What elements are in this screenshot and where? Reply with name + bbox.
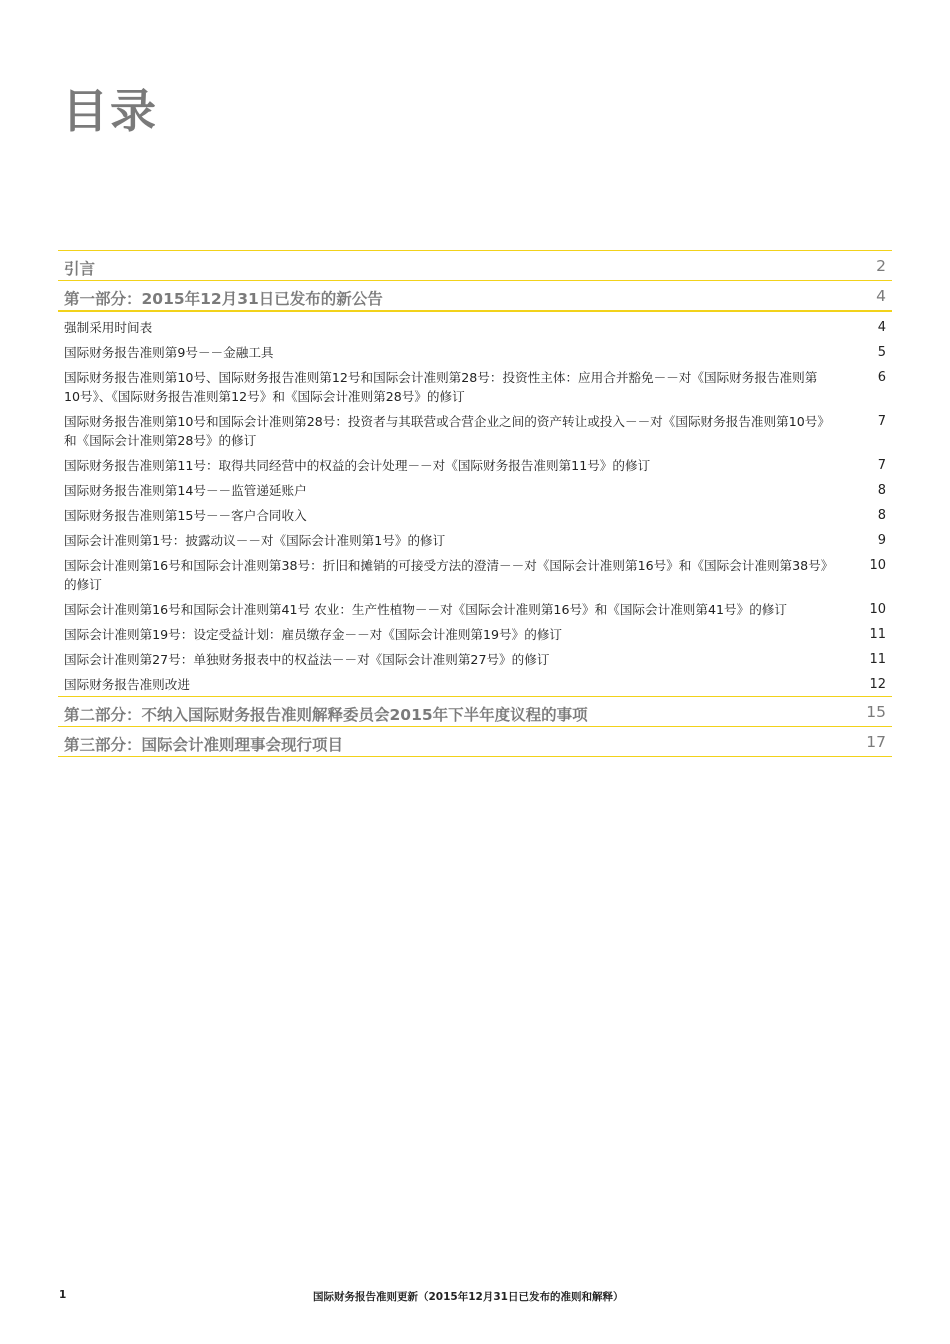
toc-page-number: 17 bbox=[866, 733, 886, 751]
toc-entry[interactable] bbox=[58, 318, 892, 337]
toc-entry-label: 国际财务报告准则第11号：取得共同经营中的权益的会计处理－－对《国际财务报告准则第11号》的修订 bbox=[64, 458, 651, 473]
toc-page-number: 4 bbox=[877, 320, 886, 335]
toc-entry-label: 强制采用时间表 bbox=[64, 320, 153, 335]
toc-section-intro[interactable] bbox=[58, 250, 892, 280]
toc-page-number: 10 bbox=[869, 558, 886, 573]
toc-page-number: 8 bbox=[877, 508, 886, 523]
toc-page-number: 11 bbox=[869, 627, 886, 642]
page-title: 目录 bbox=[62, 84, 158, 138]
toc-section-label: 第二部分：不纳入国际财务报告准则解释委员会2015年下半年度议程的事项 bbox=[64, 706, 588, 724]
toc-entry[interactable] bbox=[58, 600, 892, 619]
toc-entry-label: 国际财务报告准则第10号和国际会计准则第28号：投资者与其联营或合营企业之间的资产转让或投入－－对《国际财务报告准则第10号》和《国际会计准则第28号》的修订 bbox=[64, 414, 824, 448]
toc-page-number: 8 bbox=[877, 483, 886, 498]
toc-page-number: 9 bbox=[877, 533, 886, 548]
toc-entry[interactable] bbox=[58, 531, 892, 550]
toc-entry[interactable] bbox=[58, 368, 892, 406]
toc-entry-label: 国际财务报告准则第15号－－客户合同收入 bbox=[64, 508, 307, 523]
toc-page-number: 15 bbox=[866, 703, 886, 721]
toc-page-number: 12 bbox=[869, 677, 886, 692]
toc-entry[interactable] bbox=[58, 625, 892, 644]
toc-page-number: 10 bbox=[869, 602, 886, 617]
footer-document-title: 国际财务报告准则更新（2015年12月31日已发布的准则和解释） bbox=[313, 1291, 624, 1303]
toc-section-label: 引言 bbox=[64, 260, 96, 278]
toc-entry-label: 国际会计准则第19号：设定受益计划：雇员缴存金－－对《国际会计准则第19号》的修订 bbox=[64, 627, 563, 642]
toc-entry[interactable] bbox=[58, 481, 892, 500]
toc-entry[interactable] bbox=[58, 650, 892, 669]
footer-page-number: 1 bbox=[59, 1289, 67, 1301]
toc-page-number: 6 bbox=[877, 370, 886, 385]
toc-page-number: 7 bbox=[877, 414, 886, 429]
table-of-contents bbox=[58, 250, 892, 757]
toc-entry[interactable] bbox=[58, 412, 892, 450]
toc-page-number: 5 bbox=[877, 345, 886, 360]
toc-entry[interactable] bbox=[58, 675, 892, 694]
toc-page-number: 7 bbox=[877, 458, 886, 473]
toc-entry-label: 国际会计准则第16号和国际会计准则第38号：折旧和摊销的可接受方法的澄清－－对《国际会计准则第16号》和《国际会计准则第38号》的修订 bbox=[64, 558, 828, 592]
toc-entry-label: 国际财务报告准则第9号－－金融工具 bbox=[64, 345, 274, 360]
toc-entry-label: 国际会计准则第16号和国际会计准则第41号 农业：生产性植物－－对《国际会计准则第16号》和《国际会计准则第41号》的修订 bbox=[64, 602, 787, 617]
toc-section-part-one[interactable] bbox=[58, 280, 892, 312]
toc-entry-label: 国际财务报告准则第14号－－监管递延账户 bbox=[64, 483, 307, 498]
toc-entry[interactable] bbox=[58, 456, 892, 475]
toc-section-part-two[interactable] bbox=[58, 696, 892, 726]
toc-page-number: 2 bbox=[876, 257, 886, 275]
toc-section-label: 第三部分：国际会计准则理事会现行项目 bbox=[64, 736, 344, 754]
toc-entry-label: 国际会计准则第27号：单独财务报表中的权益法－－对《国际会计准则第27号》的修订 bbox=[64, 652, 550, 667]
toc-page-number: 4 bbox=[876, 287, 886, 305]
toc-entry-label: 国际会计准则第1号：披露动议－－对《国际会计准则第1号》的修订 bbox=[64, 533, 446, 548]
toc-entry[interactable] bbox=[58, 506, 892, 525]
toc-entry-label: 国际财务报告准则改进 bbox=[64, 677, 190, 692]
toc-entry[interactable] bbox=[58, 343, 892, 362]
toc-entry-label: 国际财务报告准则第10号、国际财务报告准则第12号和国际会计准则第28号：投资性主体：应用合并豁免－－对《国际财务报告准则第10号》、《国际财务报告准则第12号》和《国际会计准则第28号》的修订 bbox=[64, 370, 818, 404]
toc-section-label: 第一部分：2015年12月31日已发布的新公告 bbox=[64, 290, 383, 308]
toc-entry[interactable] bbox=[58, 556, 892, 594]
toc-section-part-three[interactable] bbox=[58, 726, 892, 757]
toc-page-number: 11 bbox=[869, 652, 886, 667]
